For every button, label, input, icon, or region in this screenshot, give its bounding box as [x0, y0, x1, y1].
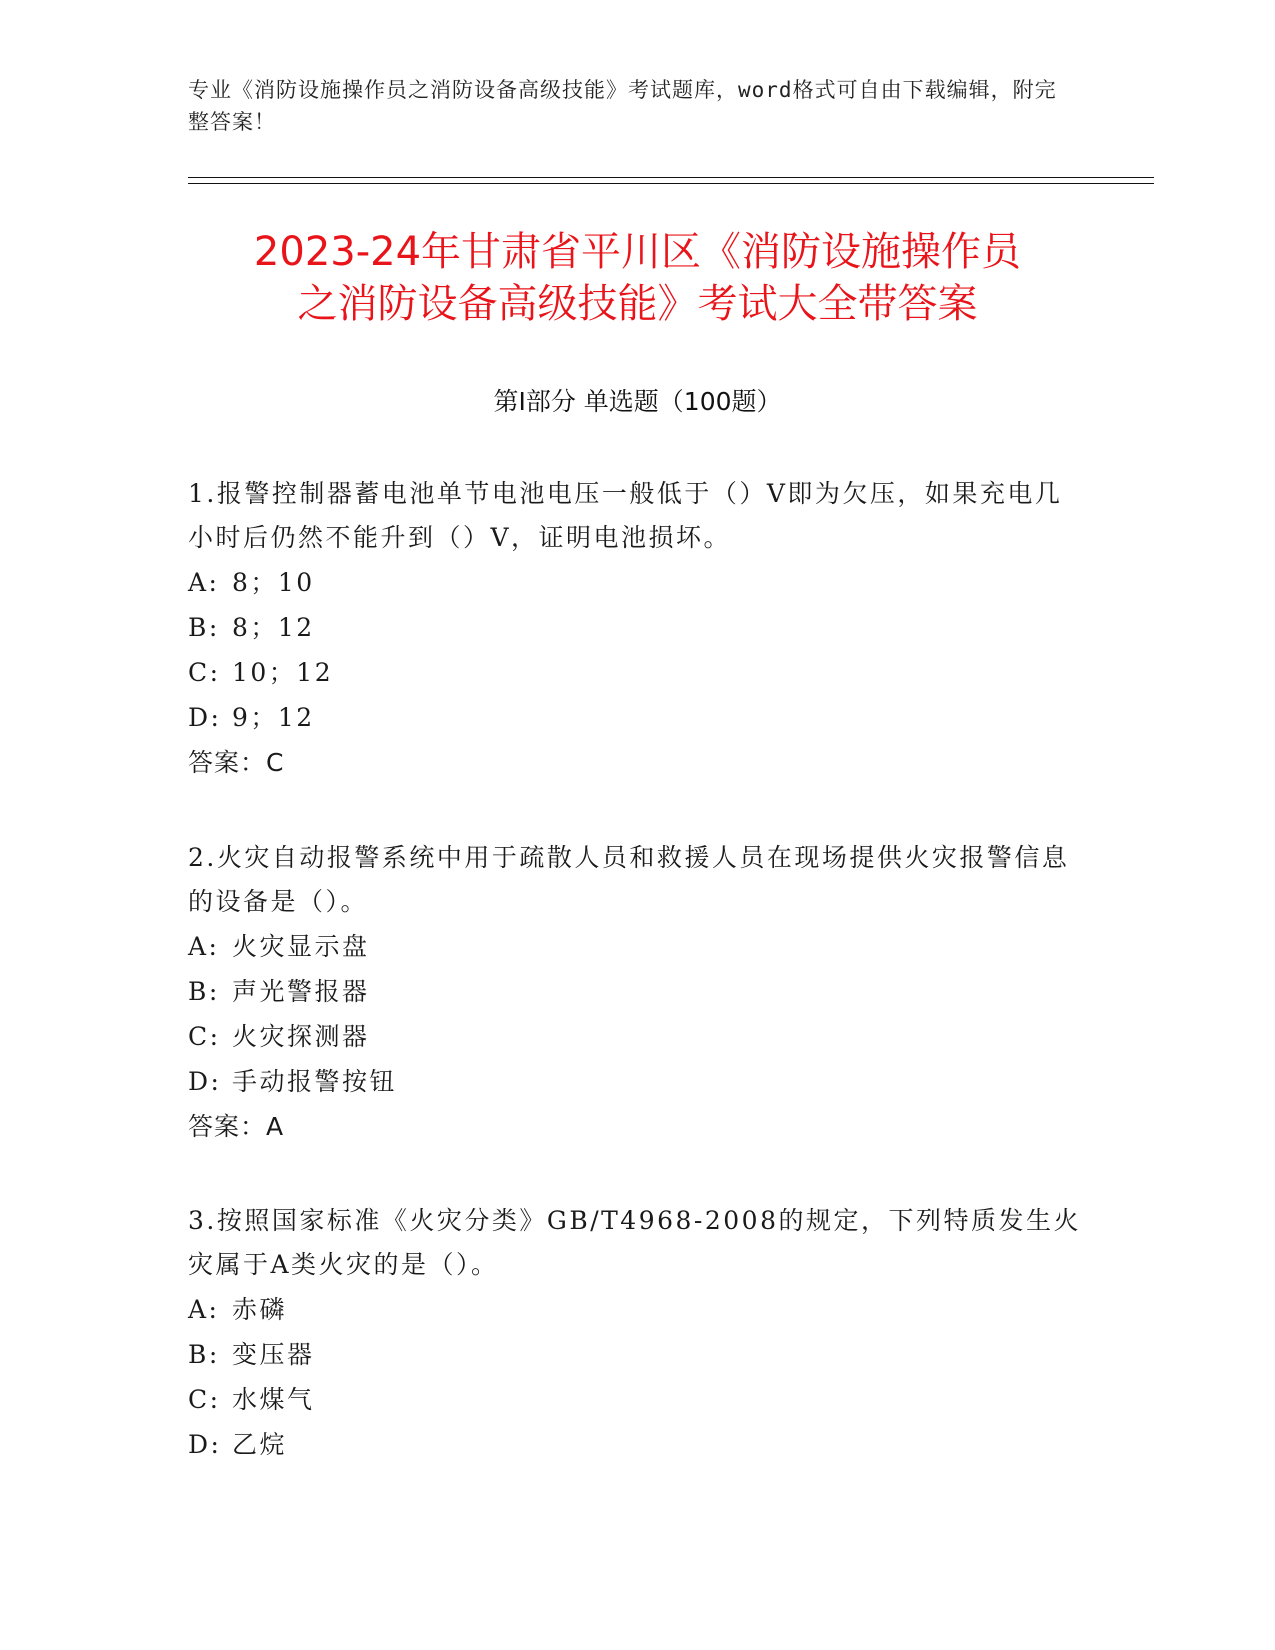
option-d: [188, 695, 1088, 740]
option-letter: C:: [188, 1022, 221, 1051]
section-heading: 第I部分 单选题（100题）: [493, 387, 782, 416]
option-text: 变压器: [232, 1340, 315, 1369]
option-c: [188, 1014, 1088, 1059]
header-divider-bottom: [188, 183, 1154, 184]
option-b: [188, 605, 1088, 650]
header-note: 专业《消防设施操作员之消防设备高级技能》考试题库，word格式可自由下载编辑，附完整答案！: [188, 78, 1057, 134]
option-letter: B:: [188, 977, 220, 1006]
option-c: [188, 650, 1088, 695]
question-stem: 2.火灾自动报警系统中用于疏散人员和救援人员在现场提供火灾报警信息的设备是（）。: [188, 843, 1070, 916]
document-title-line-2: 之消防设备高级技能》考试大全带答案: [297, 281, 978, 327]
option-text: 10；12: [232, 658, 334, 687]
option-letter: D:: [188, 703, 222, 732]
option-d: [188, 1422, 1088, 1467]
question-block: [188, 472, 1088, 785]
question-block: [188, 836, 1088, 1149]
option-text: 8；10: [232, 568, 315, 597]
question-stem: 1.报警控制器蓄电池单节电池电压一般低于（）V即为欠压，如果充电几小时后仍然不能升到（）V，证明电池损坏。: [188, 479, 1063, 552]
question-block: [188, 1199, 1088, 1467]
option-text: 8；12: [232, 613, 315, 642]
option-text: 声光警报器: [232, 977, 370, 1006]
option-text: 乙烷: [232, 1430, 288, 1459]
option-text: 火灾显示盘: [232, 932, 370, 961]
option-letter: D:: [188, 1430, 222, 1459]
option-letter: C:: [188, 658, 221, 687]
option-b: [188, 1332, 1088, 1377]
document-title-line-1: 2023-24年甘肃省平川区《消防设施操作员: [253, 229, 1022, 275]
answer-line: 答案：A: [188, 1112, 285, 1141]
option-a: [188, 560, 1088, 605]
option-letter: A:: [188, 932, 220, 961]
option-text: 水煤气: [232, 1385, 315, 1414]
option-a: [188, 924, 1088, 969]
option-letter: B:: [188, 1340, 220, 1369]
option-text: 赤磷: [232, 1295, 288, 1324]
option-letter: D:: [188, 1067, 222, 1096]
question-stem: 3.按照国家标准《火灾分类》GB/T4968-2008的规定，下列特质发生火灾属于A类火灾的是（）。: [188, 1206, 1081, 1279]
option-a: [188, 1287, 1088, 1332]
option-text: 火灾探测器: [232, 1022, 370, 1051]
option-b: [188, 969, 1088, 1014]
option-text: 手动报警按钮: [232, 1067, 398, 1096]
document-title: [150, 226, 1125, 330]
option-letter: B:: [188, 613, 220, 642]
option-letter: A:: [188, 568, 220, 597]
option-d: [188, 1059, 1088, 1104]
option-letter: A:: [188, 1295, 220, 1324]
option-c: [188, 1377, 1088, 1422]
header-divider-top: [188, 177, 1154, 178]
option-letter: C:: [188, 1385, 221, 1414]
answer-line: 答案：C: [188, 748, 285, 777]
option-text: 9；12: [232, 703, 315, 732]
